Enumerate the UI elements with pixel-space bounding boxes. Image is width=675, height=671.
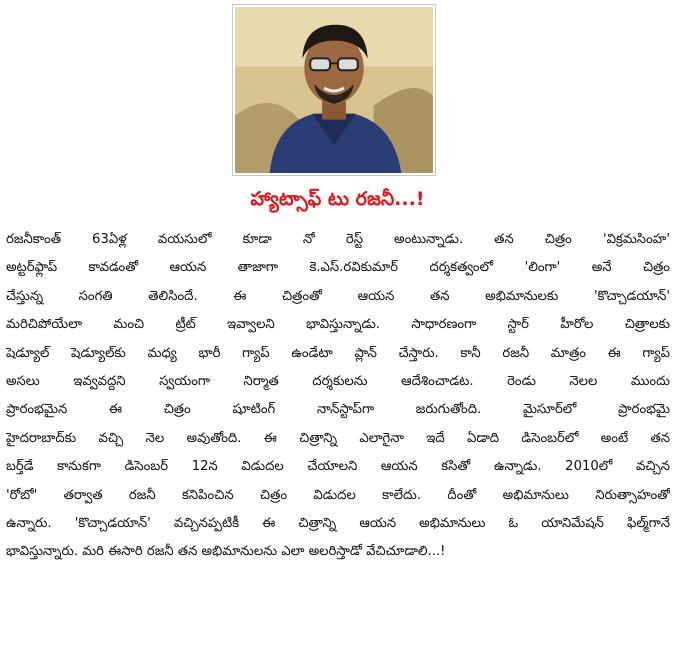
article-line: 'రోబో' తర్వాత రజనీ కనిపించిన చిత్రం విడుదల కాలేదు. దీంతో అభిమానులు నిరుత్సాహంతో [6,487,670,503]
article-line: ప్రారంభమైన ఈ చిత్రం షూటింగ్ నాన్‌స్టాప్‌గా జరుగుతోంది. మైసూర్‌లో ప్రారంభమై [6,402,670,418]
article-line: ఉన్నారు. 'కొచ్చాడయాన్' వచ్చినప్పటికీ ఈ చిత్రాన్ని ఆయన అభిమానులు ఓ యానిమేషన్ ఫిల్మ్‌గానే [6,516,670,532]
portrait-illustration [235,7,433,173]
article-line: భావిస్తున్నారు. మరి ఈసారి రజనీ తన అభిమానులను ఎలా అలరిస్తాడో వేచిచూడాలి...! [6,544,446,560]
article-line: హైదరాబాద్‌కు వచ్చి నెల అవుతోంది. ఈ చిత్రాన్ని ఎలాగైనా ఇదే ఏడాది డిసెంబర్‌లో అంటే తన [6,430,670,446]
article-photo-frame [232,4,436,176]
article-line: మరిచిపోయేలా మంచి ట్రీట్ ఇవ్వాలని భావిస్తున్నాడు. సాధారణంగా స్టార్ హీరోల చిత్రాలకు [6,317,670,333]
article-line: షెడ్యూల్ షెడ్యూల్‌కు మధ్య భారీ గ్యాప్ ఉండేటా ప్లాన్ చేస్తారు. కానీ రజనీ మాత్రం ఈ గ్యాప్ [6,345,670,361]
article-body [6,226,670,666]
article-line: అసలు ఇవ్వవద్దని స్వయంగా నిర్మాత దర్శకులను ఆదేశించాడట. రెండు నెలల ముందు [6,374,670,390]
article-line: బర్త్‌డే కానుకగా డిసెంబర్ 12న విడుదల చేయాలని ఆయన కసితో ఉన్నాడు. 2010లో వచ్చిన [6,459,670,475]
article-line: చేస్తున్న సంగతి తెలిసిందే. ఈ చిత్రంతో ఆయన తన అభిమానులకు 'కొచ్చాడయాన్' [6,288,670,304]
article-line: రజనీకాంత్ 63ఏళ్ల వయసులో కూడా నో రెస్ట్ అంటున్నాడు. తన చిత్రం 'విక్రమసింహ' [6,232,670,247]
article-line: అట్టర్‌ఫ్లాప్ కావడంతో ఆయన తాజాగా కె.ఎస్.రవికుమార్ దర్శకత్వంలో 'లింగా' అనే చిత్రం [6,260,670,276]
portrait-photo [235,7,433,173]
article-headline: హ్యాట్సాఫ్ టు రజనీ...! [250,188,425,210]
